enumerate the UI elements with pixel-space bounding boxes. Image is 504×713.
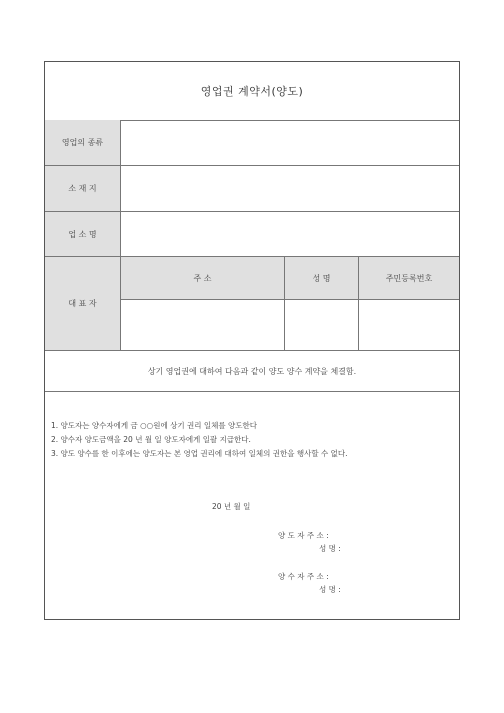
- name-header: 성 명: [285, 257, 359, 300]
- id-number-header: 주민등록번호: [359, 257, 459, 300]
- document-title: 영업권 계약서(양도): [200, 85, 304, 98]
- representative-label: 대 표 자: [45, 257, 121, 350]
- transferor-address-label: 양 도 자 주 소 :: [278, 531, 329, 540]
- address-header: 주 소: [121, 257, 285, 300]
- business-type-label: 영업의 종류: [45, 120, 121, 165]
- clause-3: 3. 양도 양수를 한 이후에는 양도자는 본 영업 권리에 대하여 일체의 권한을 행사할 수 없다.: [51, 449, 348, 458]
- business-name-label: 업 소 명: [45, 212, 121, 256]
- rep-id-field[interactable]: [359, 300, 459, 350]
- location-label: 소 재 지: [45, 166, 121, 211]
- transferee-address-label: 양 수 자 주 소 :: [278, 572, 329, 581]
- location-row: [45, 166, 459, 212]
- clause-1: 1. 양도자는 양수자에게 금 ○○원에 상기 권리 일체를 양도한다: [51, 421, 257, 430]
- contract-date: 20 년 월 일: [212, 502, 251, 511]
- transferor-name-label: 성 명 :: [319, 544, 341, 553]
- transferee-name-label: 성 명 :: [319, 585, 341, 594]
- title-row: [45, 62, 459, 121]
- rep-name-field[interactable]: [285, 300, 359, 350]
- rep-address-field[interactable]: [121, 300, 285, 350]
- business-name-field[interactable]: [121, 212, 459, 256]
- representative-row: [45, 257, 459, 351]
- location-field[interactable]: [121, 166, 459, 211]
- contract-statement: 상기 영업권에 대하여 다음과 같이 양도 양수 계약을 체결함.: [45, 351, 459, 392]
- business-name-row: [45, 212, 459, 257]
- business-type-row: [45, 120, 459, 166]
- business-type-field[interactable]: [121, 120, 459, 165]
- contract-form: [44, 61, 460, 620]
- clause-2: 2. 양수자 양도금액을 20 년 월 일 양도자에게 일괄 지급한다.: [51, 435, 251, 444]
